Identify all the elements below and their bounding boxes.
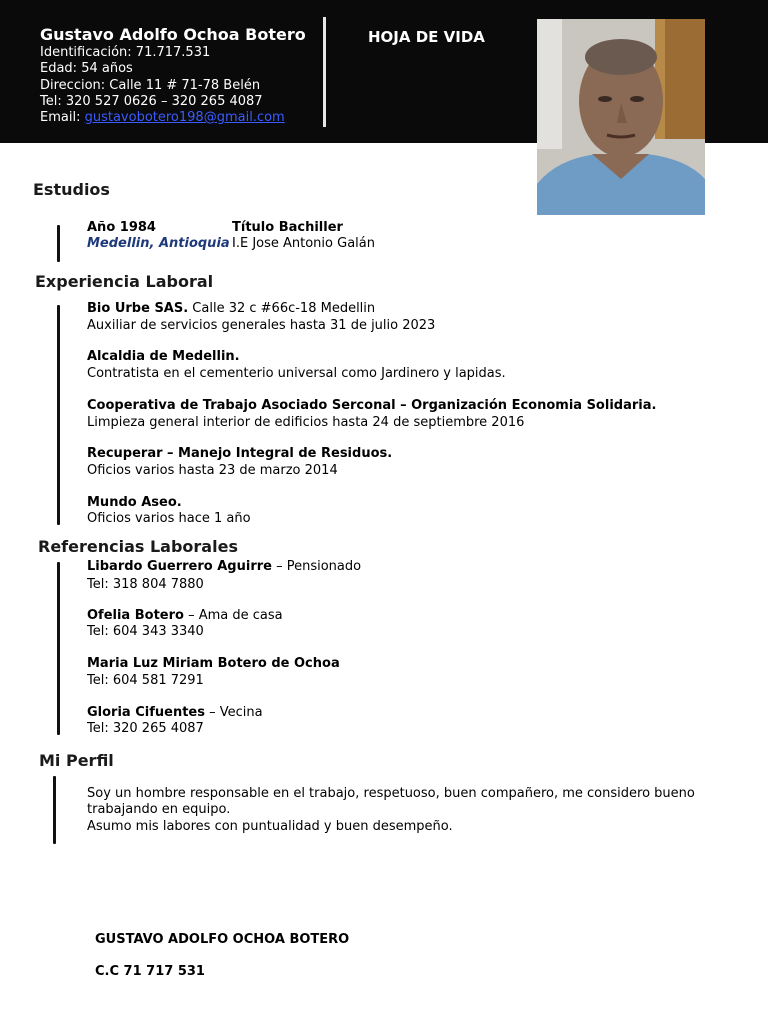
perfil-text-line: Soy un hombre responsable en el trabajo, respetuoso, buen compañero, me considero bueno: [87, 786, 695, 801]
perfil-bar: [53, 776, 56, 844]
header-divider: [323, 17, 326, 127]
email-label: Email:: [40, 110, 85, 125]
experiencia-bar: [57, 305, 60, 525]
estudios-degree: Título Bachiller: [232, 220, 343, 235]
referencia-name: Gloria Cifuentes – Vecina: [87, 705, 263, 720]
referencia-tel: Tel: 604 343 3340: [87, 624, 204, 639]
referencia-name: Maria Luz Miriam Botero de Ochoa: [87, 656, 340, 671]
header-edad: Edad: 54 años: [40, 61, 133, 76]
experiencia-company: Alcaldia de Medellin.: [87, 349, 240, 364]
header-email: [40, 110, 285, 125]
experiencia-description: Oficios varios hace 1 año: [87, 511, 251, 526]
experiencia-description: Auxiliar de servicios generales hasta 31 de julio 2023: [87, 318, 436, 333]
section-experiencia-title: Experiencia Laboral: [35, 272, 214, 291]
experiencia-company: Recuperar – Manejo Integral de Residuos.: [87, 446, 393, 461]
experiencia-company: Bio Urbe SAS. Calle 32 c #66c-18 Medellin: [87, 301, 376, 316]
signature-name: GUSTAVO ADOLFO OCHOA BOTERO: [95, 932, 350, 947]
referencia-name: Ofelia Botero – Ama de casa: [87, 608, 283, 623]
email-link[interactable]: gustavobotero198@gmail.com: [84, 110, 285, 125]
experiencia-company: Mundo Aseo.: [87, 495, 182, 510]
referencia-tel: Tel: 604 581 7291: [87, 673, 204, 688]
header-tel: Tel: 320 527 0626 – 320 265 4087: [40, 94, 263, 109]
document-title: HOJA DE VIDA: [368, 28, 485, 46]
header-direccion: Direccion: Calle 11 # 71-78 Belén: [40, 78, 261, 93]
perfil-text-line: Asumo mis labores con puntualidad y buen desempeño.: [87, 819, 453, 834]
experiencia-description: Oficios varios hasta 23 de marzo 2014: [87, 463, 338, 478]
estudios-year: Año 1984: [87, 220, 156, 235]
experiencia-company: Cooperativa de Trabajo Asociado Serconal – Organización Economia Solidaria.: [87, 398, 657, 413]
experiencia-description: Limpieza general interior de edificios hasta 24 de septiembre 2016: [87, 415, 525, 430]
referencias-bar: [57, 562, 60, 735]
perfil-text-line: trabajando en equipo.: [87, 802, 231, 817]
referencia-tel: Tel: 318 804 7880: [87, 577, 204, 592]
profile-photo: [537, 19, 705, 215]
experiencia-description: Contratista en el cementerio universal como Jardinero y lapidas.: [87, 366, 506, 381]
estudios-place: Medellin, Antioquia: [87, 236, 230, 251]
estudios-school: I.E Jose Antonio Galán: [232, 236, 375, 251]
section-estudios-title: Estudios: [33, 180, 110, 199]
referencia-name: Libardo Guerrero Aguirre – Pensionado: [87, 559, 362, 574]
signature-cc: C.C 71 717 531: [95, 964, 205, 979]
section-perfil-title: Mi Perfil: [39, 751, 114, 770]
header-identificacion: Identificación: 71.717.531: [40, 45, 211, 60]
estudios-bar: [57, 225, 60, 262]
referencia-tel: Tel: 320 265 4087: [87, 721, 204, 736]
section-referencias-title: Referencias Laborales: [38, 537, 238, 556]
header-name: Gustavo Adolfo Ochoa Botero: [40, 25, 306, 44]
